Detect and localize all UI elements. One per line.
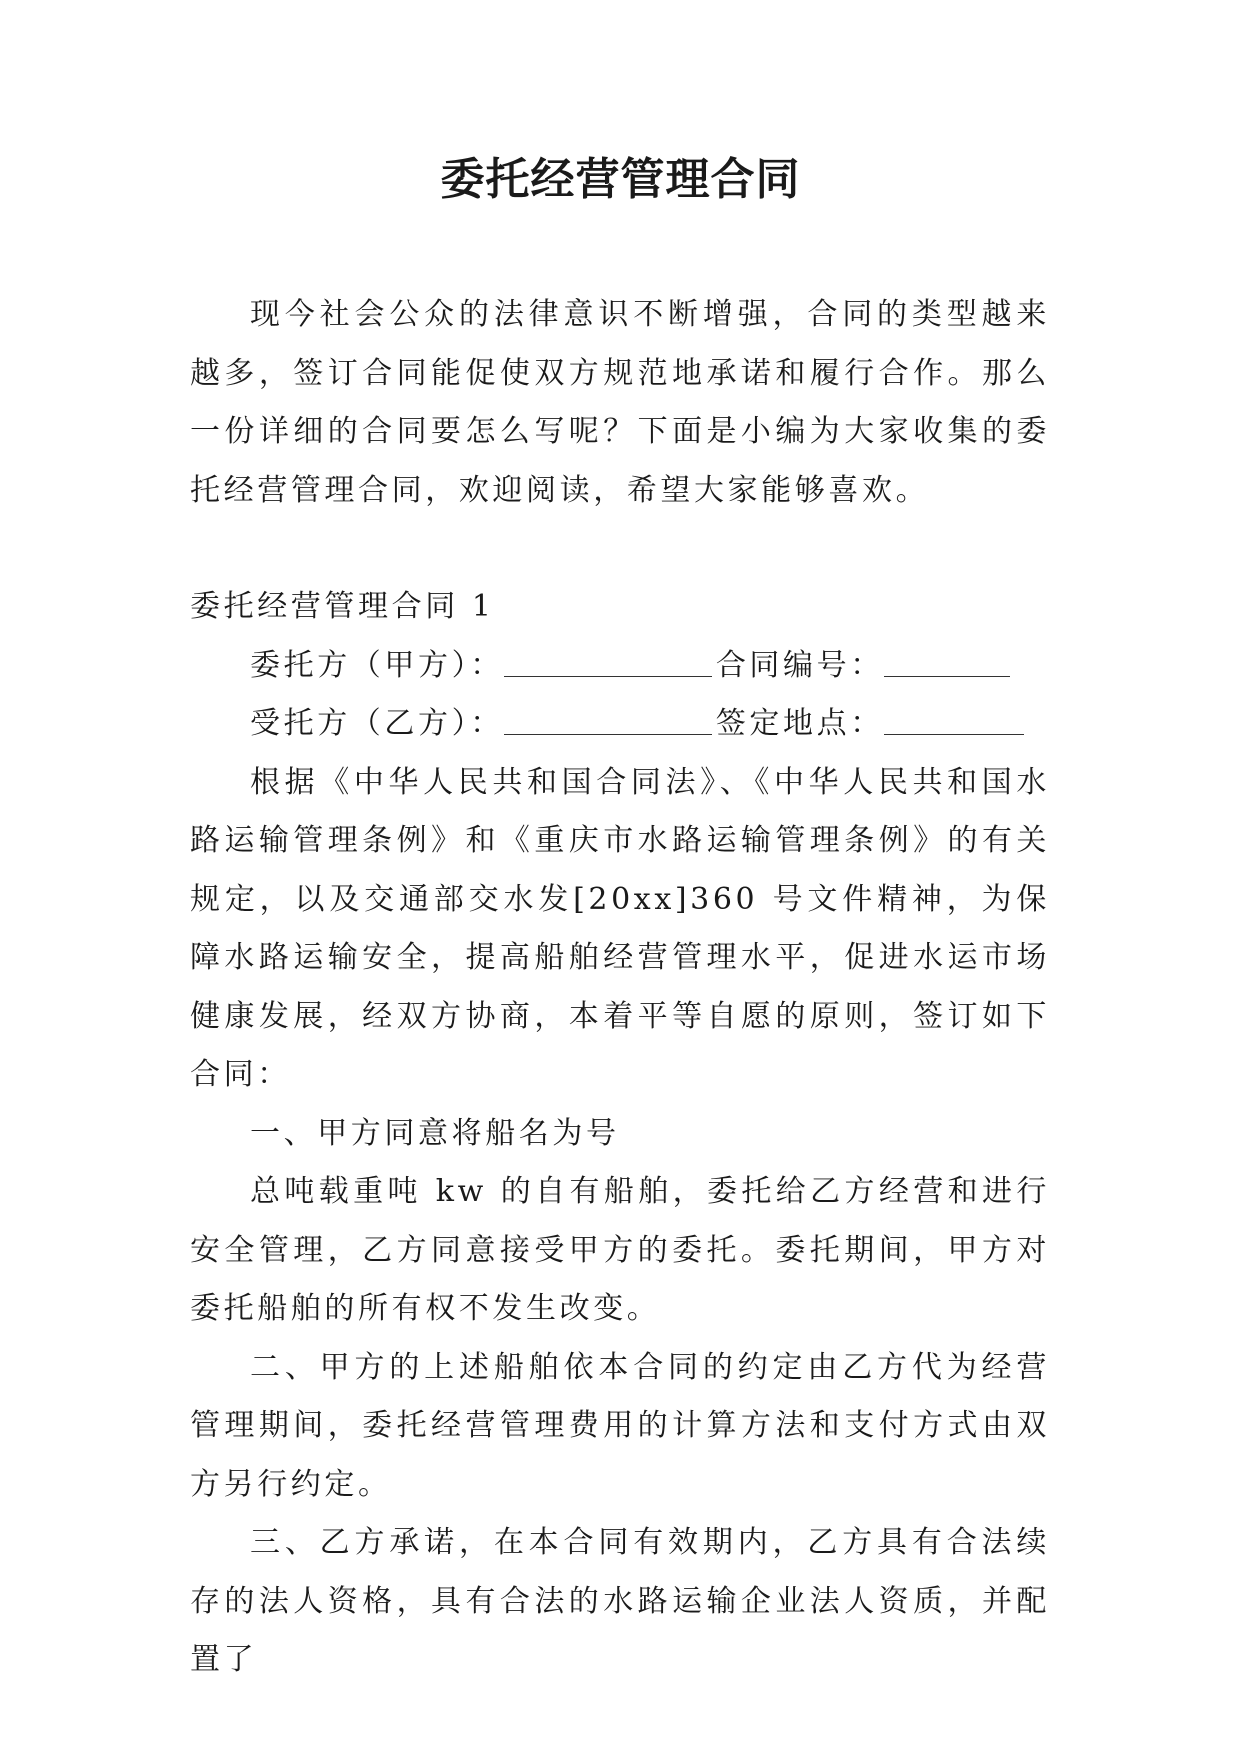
party-b-label: 受托方（乙方）： [250, 706, 504, 741]
document-body [190, 286, 1050, 1690]
party-a-label: 委托方（甲方）： [250, 647, 504, 683]
contract-no-blank [884, 648, 1010, 677]
spacer [190, 520, 1050, 578]
body-paragraph: 一、甲方同意将船名为号 [250, 1115, 620, 1151]
sign-place-blank [884, 706, 1024, 735]
body-paragraph: 根据《中华人民共和国合同法》、《中华人民共和国水路运输管理条例》和《重庆市水路运输管理条例》的有关规定，以及交通部交水发[20xx]360 号文件精神，为保障水路运输安全，提高船舶经营管理水平，促进水运市场健康发展，经双方协商，本着平等自愿的原则，签订如下合同： [190, 764, 1050, 1092]
party-b-line [190, 695, 1050, 754]
section-heading: 委托经营管理合同 1 [190, 589, 495, 624]
party-b-blank [504, 706, 712, 735]
sign-place-label: 签定地点： [715, 706, 884, 741]
body-paragraph: 三、乙方承诺，在本合同有效期内，乙方具有合法续存的法人资格，具有合法的水路运输企业法人资质，并配置了 [190, 1525, 1050, 1677]
party-a-line [190, 637, 1050, 696]
document-title: 委托经营管理合同 [440, 154, 801, 205]
contract-no-label: 合同编号： [715, 647, 884, 683]
body-paragraph: 二、甲方的上述船舶依本合同的约定由乙方代为经营管理期间，委托经营管理费用的计算方法和支付方式由双方另行约定。 [190, 1349, 1050, 1502]
body-paragraph: 总吨载重吨 kw 的自有船舶，委托给乙方经营和进行安全管理，乙方同意接受甲方的委托。委托期间，甲方对委托船舶的所有权不发生改变。 [190, 1174, 1050, 1326]
intro-paragraph: 现今社会公众的法律意识不断增强，合同的类型越来越多，签订合同能促使双方规范地承诺和履行合作。那么一份详细的合同要怎么写呢？下面是小编为大家收集的委托经营管理合同，欢迎阅读，希望大家能够喜欢。 [190, 297, 1050, 508]
party-a-blank [504, 648, 712, 677]
